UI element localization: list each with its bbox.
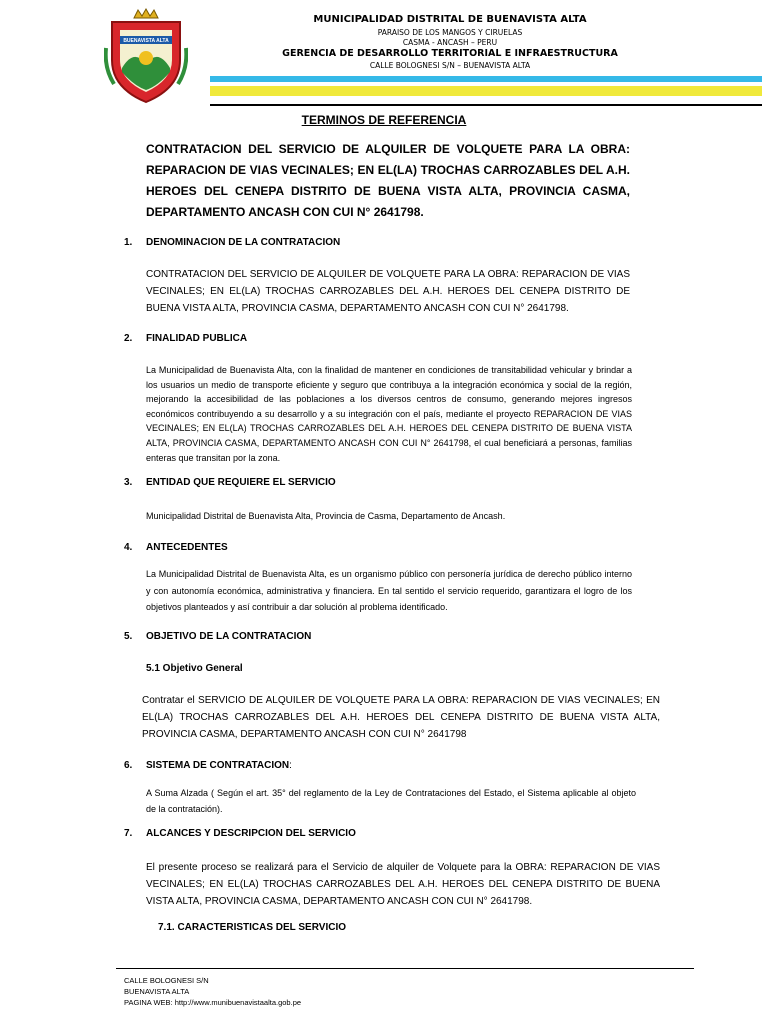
section-2-text: La Municipalidad de Buenavista Alta, con la finalidad de mantener en condiciones de transitabilidad vehicular y brindar a los usuarios un medio de transporte eficiente y seguro que contribuya a la integración económica y social de la región, mejorando la accesibilidad de las poblaciones a los diversos centros de consumo, generando mejores ingresos económicos contribuyendo a su desarrollo y a su integración con el país, mediante el proyecto REPARACION DE VIAS VECINALES; EN EL(LA) TROCHAS CARROZABLES DEL A.H. HEROES DEL CENEPA DISTRITO DE BUENA VISTA ALTA, PROVINCIA CASMA, DEPARTAMENTO ANCASH CON CUI N° 2641798, el cual beneficiará a personas, familias enteras que transitan por la zona. (146, 365, 632, 463)
subsection-5-1-heading: 5.1 Objetivo General (146, 663, 243, 674)
footer-website: PAGINA WEB: http://www.munibuenavistaalta.gob.pe (124, 998, 302, 1007)
municipal-crest-logo (104, 8, 188, 104)
section-number: 7. (124, 828, 133, 839)
section-label: ANTECEDENTES (146, 542, 228, 553)
section-number: 4. (124, 542, 133, 553)
header-yellow-stripe (210, 86, 762, 96)
section-number: 3. (124, 477, 133, 488)
section-4-text: La Municipalidad Distrital de Buenavista Alta, es un organismo público con personería jurídica de derecho público interno y con autonomía económica, administrativa y financiera. En tal sentido el servicio requerido, garantizara el logro de los objetivos planteados y así contribuir a dar solución al problema identificado. (146, 569, 632, 612)
section-5-text: Contratar el SERVICIO DE ALQUILER DE VOLQUETE PARA LA OBRA: REPARACION DE VIAS VECINALES; EN EL(LA) TROCHAS CARROZABLES DEL A.H. HEROES DEL CENEPA DISTRITO DE BUENA VISTA ALTA, PROVINCIA CASMA, DEPARTAMENTO ANCASH CON CUI N° 2641798 (142, 695, 660, 740)
section-label-wrap (146, 760, 292, 771)
section-label: DENOMINACION DE LA CONTRATACION (146, 237, 341, 248)
section-label: ENTIDAD QUE REQUIERE EL SERVICIO (146, 477, 336, 488)
section-number: 6. (124, 760, 133, 771)
section-label-suffix: : (289, 760, 292, 771)
contract-main-title: CONTRATACION DEL SERVICIO DE ALQUILER DE VOLQUETE PARA LA OBRA: REPARACION DE VIAS VECINALES; EN EL(LA) TROCHAS CARROZABLES DEL A.H. HEROES DEL CENEPA DISTRITO DE BUENA VISTA ALTA, PROVINCIA CASMA, DEPARTAMENTO ANCASH CON CUI N° 2641798. (146, 142, 630, 219)
footer-address: CALLE BOLOGNESI S/N (124, 976, 209, 985)
header-location: CASMA - ANCASH – PERU (402, 38, 498, 47)
svg-text:BUENAVISTA ALTA: BUENAVISTA ALTA (123, 38, 169, 44)
section-6-text: A Suma Alzada ( Según el art. 35° del reglamento de la Ley de Contrataciones del Estado, el Sistema aplicable al objeto de la contratación). (146, 788, 636, 814)
footer-rule (116, 968, 694, 969)
subsection-7-1-heading: 7.1. CARACTERISTICAS DEL SERVICIO (158, 922, 346, 933)
footer-district: BUENAVISTA ALTA (124, 987, 190, 996)
section-number: 2. (124, 333, 133, 344)
section-label: SISTEMA DE CONTRATACION (146, 760, 290, 771)
header-motto: PARAISO DE LOS MANGOS Y CIRUELAS (377, 28, 523, 37)
section-label: OBJETIVO DE LA CONTRATACION (146, 631, 312, 642)
document-title: TERMINOS DE REFERENCIA (301, 113, 467, 127)
header-rule (210, 104, 762, 106)
section-label: FINALIDAD PUBLICA (146, 333, 248, 344)
section-label: ALCANCES Y DESCRIPCION DEL SERVICIO (146, 828, 356, 839)
header-address: CALLE BOLOGNESI S/N – BUENAVISTA ALTA (369, 61, 531, 70)
section-number: 1. (124, 237, 133, 248)
header-department: GERENCIA DE DESARROLLO TERRITORIAL E INFRAESTRUCTURA (282, 48, 618, 59)
section-number: 5. (124, 631, 133, 642)
section-7-text: El presente proceso se realizará para el Servicio de alquiler de Volquete para la OBRA: REPARACION DE VIAS VECINALES; EN EL(LA) TROCHAS CARROZABLES DEL A.H. HEROES DEL CENEPA DISTRITO DE BUENA VISTA ALTA, PROVINCIA CASMA, DEPARTAMENTO ANCASH CON CUI N° 2641798. (146, 862, 660, 907)
section-3-text: Municipalidad Distrital de Buenavista Alta, Provincia de Casma, Departamento de Ancash. (146, 511, 506, 521)
header-municipality-name: MUNICIPALIDAD DISTRITAL DE BUENAVISTA ALTA (313, 14, 587, 25)
section-1-text: CONTRATACION DEL SERVICIO DE ALQUILER DE VOLQUETE PARA LA OBRA: REPARACION DE VIAS VECINALES; EN EL(LA) TROCHAS CARROZABLES DEL A.H. HEROES DEL CENEPA DISTRITO DE BUENA VISTA ALTA, PROVINCIA CASMA, DEPARTAMENTO ANCASH CON CUI N° 2641798. (146, 269, 630, 314)
